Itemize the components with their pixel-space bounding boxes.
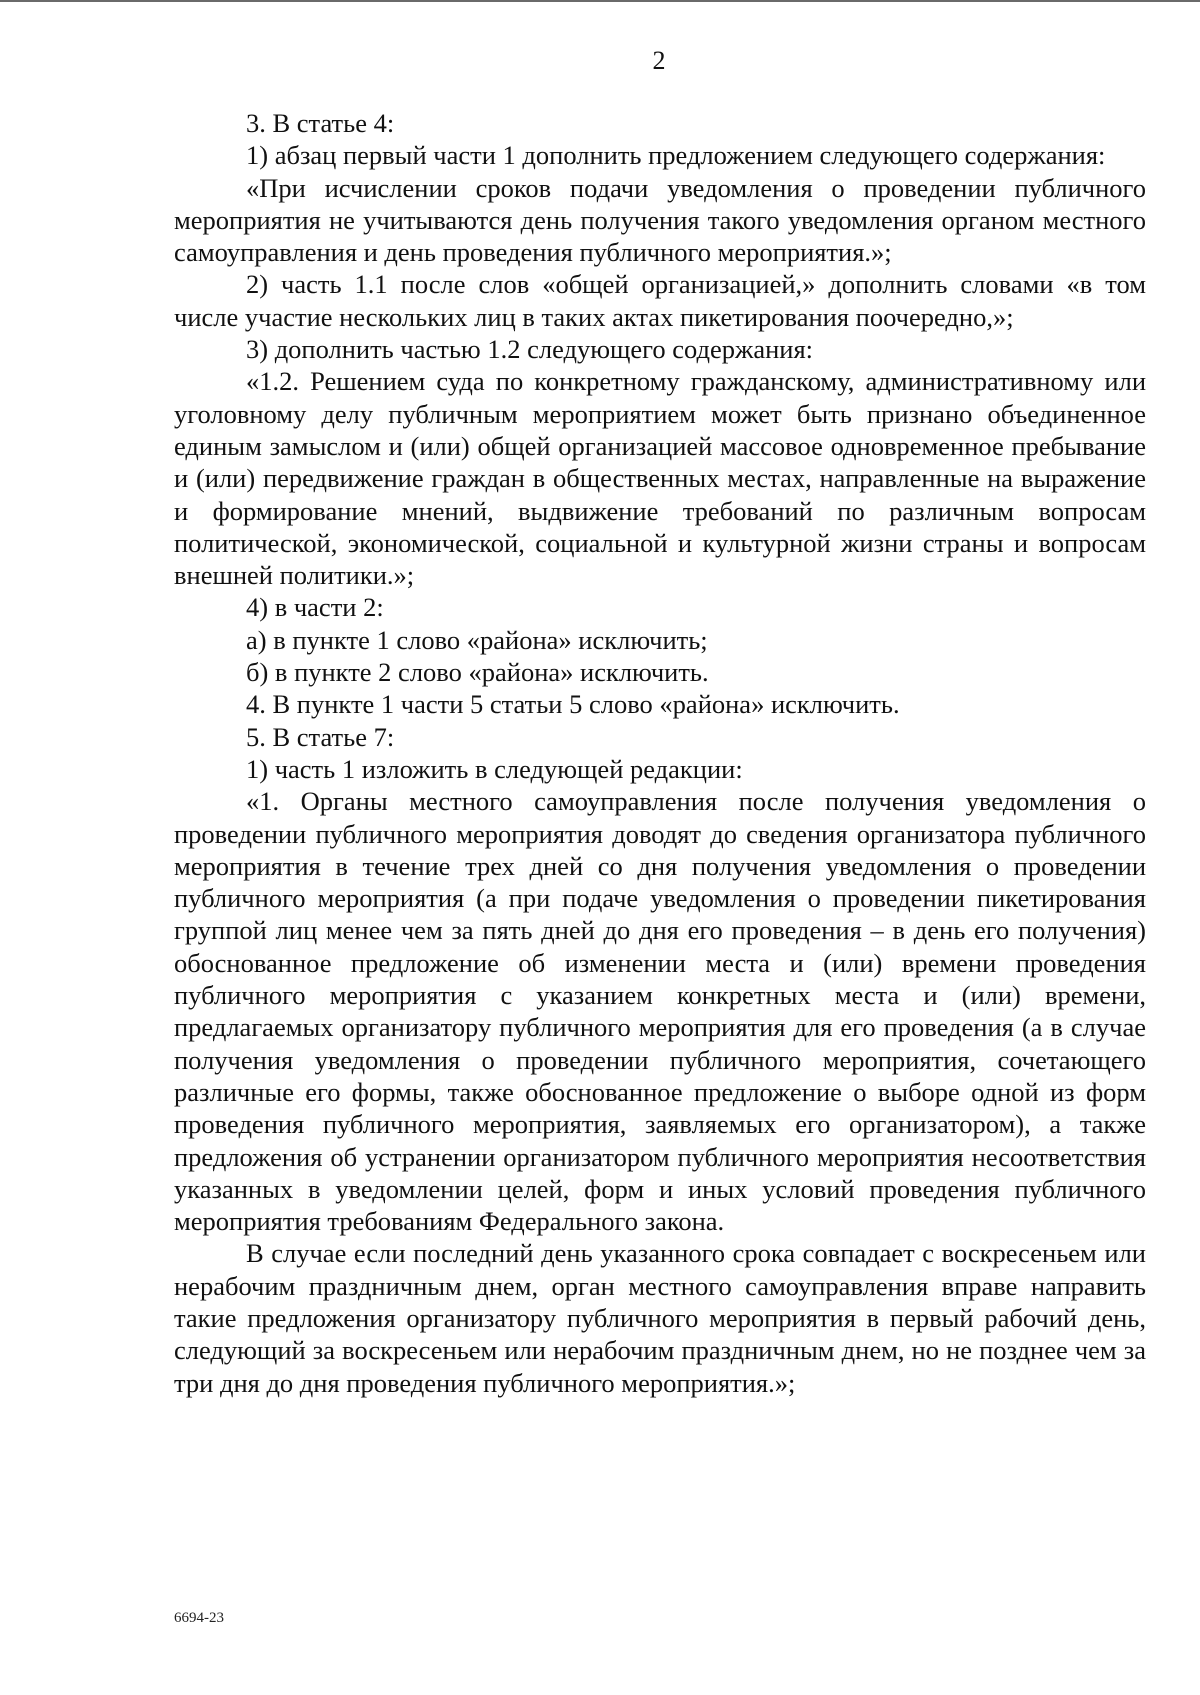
paragraph-article-5-change: 4. В пункте 1 части 5 статьи 5 слово «района» исключить. xyxy=(246,689,900,720)
paragraph-article-7-item-1: 1) часть 1 изложить в следующей редакции: xyxy=(246,753,743,784)
paragraph-quote-deadlines: «При исчислении сроков подачи уведомления о проведении публичного мероприятия не учитываются день получения такого уведомления органом местного самоуправления и день проведения публичного мероприятия.»; xyxy=(174,172,1146,268)
paragraph-subitem-b: б) в пункте 2 слово «района» исключить. xyxy=(246,657,709,688)
paragraph-subitem-a: а) в пункте 1 слово «района» исключить; xyxy=(246,624,708,655)
paragraph-quote-part-1-2: «1.2. Решением суда по конкретному гражданскому, административному или уголовному делу публичным мероприятием может быть признано объединенное единым замыслом и (или) общей организацией массовое одновременное пребывание и (или) передвижение граждан в общественных местах, направленные на выражение и формирование мнений, выдвижение требований по различным вопросам политической, экономической, социальной и культурной жизни страны и вопросам внешней политики.»; xyxy=(174,366,1146,591)
paragraph-article-7-heading: 5. В статье 7: xyxy=(246,721,395,752)
paragraph-item-3: 3) дополнить частью 1.2 следующего содержания: xyxy=(246,334,813,365)
page-number: 2 xyxy=(652,46,666,75)
paragraph-quote-sunday-rule: В случае если последний день указанного срока совпадает с воскресеньем или нерабочим праздничным днем, орган местного самоуправления вправе направить такие предложения организатору публичного мероприятия в первый рабочий день, следующий за воскресеньем или нерабочим праздничным днем, но не позднее чем за три дня до дня проведения публичного мероприятия.»; xyxy=(174,1238,1146,1398)
paragraph-item-2: 2) часть 1.1 после слов «общей организацией,» дополнить словами «в том числе участие нескольких лиц в таких актах пикетирования поочередно,»; xyxy=(174,269,1146,332)
document-body xyxy=(174,107,1146,1399)
paragraph-article-4-heading: 3. В статье 4: xyxy=(246,108,395,138)
document-code: 6694-23 xyxy=(174,1610,224,1626)
paragraph-item-1: 1) абзац первый части 1 дополнить предложением следующего содержания: xyxy=(246,140,1106,171)
paragraph-item-4: 4) в части 2: xyxy=(246,592,384,623)
paragraph-quote-part-1: «1. Органы местного самоуправления после получения уведомления о проведении публичного мероприятия доводят до сведения организатора публичного мероприятия в течение трех дней со дня получения уведомления о проведении публичного мероприятия (а при подаче уведомления о проведении пикетирования группой лиц менее чем за пять дней до дня его проведения – в день его получения) обоснованное предложение об изменении места и (или) времени проведения публичного мероприятия с указанием конкретных места и (или) времени, предлагаемых организатору публичного мероприятия для его проведения (а в случае получения уведомления о проведении публичного мероприятия, сочетающего различные его формы, также обоснованное предложение о выборе одной из форм проведения публичного мероприятия, заявляемых его организатором), а также предложения об устранении организатором публичного мероприятия несоответствия указанных в уведомлении целей, форм и иных условий проведения публичного мероприятия требованиям Федерального закона. xyxy=(174,786,1146,1237)
